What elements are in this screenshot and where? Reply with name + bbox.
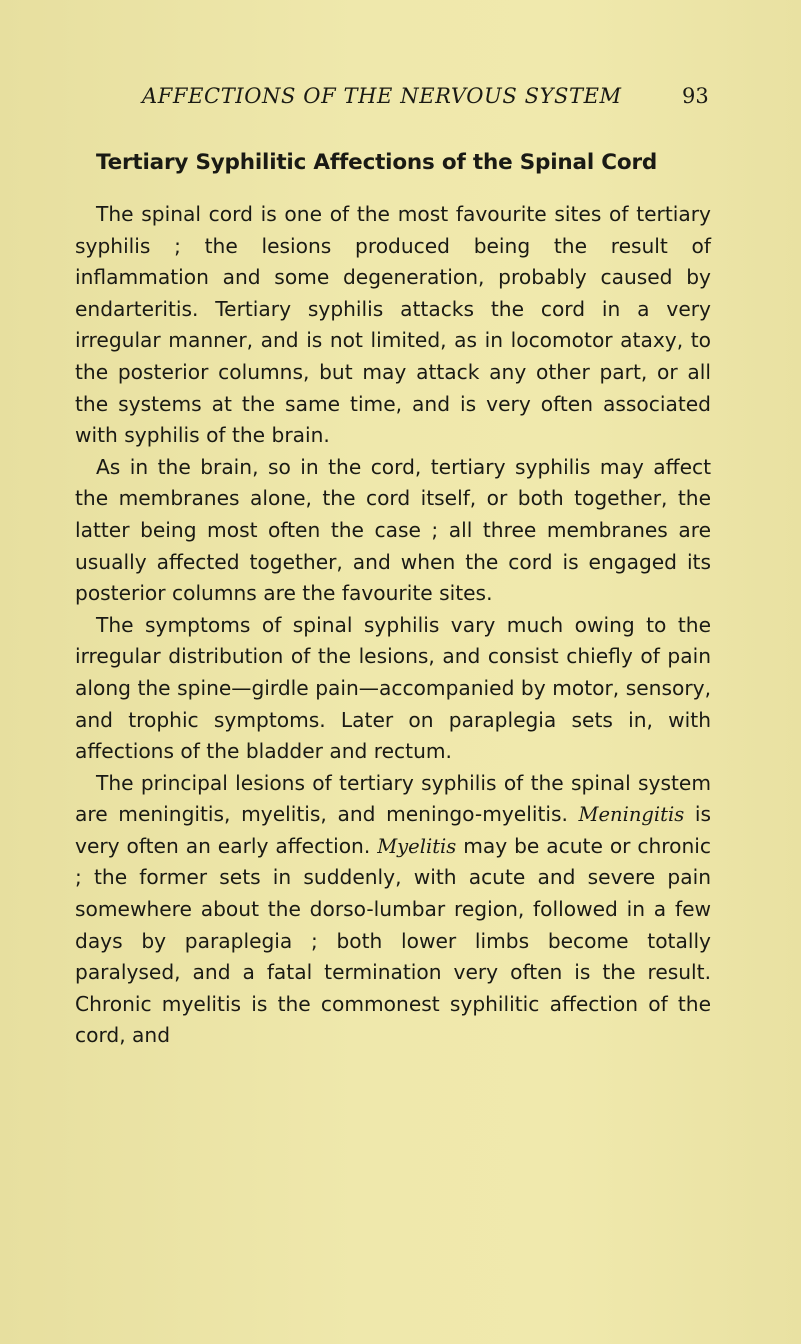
paragraph-3: The symptoms of spinal syphilis vary much owing to the irregular distribution of the lesions, and consist chiefly of pain along the spine—girdle pain—accompanied by motor, sensory, and trophic symptoms. Later on paraplegia sets in, with affections of the bladder and rectum.: [75, 612, 711, 764]
page-number: 93: [682, 84, 709, 108]
paragraph-4-mid: is very often an early affection.: [75, 802, 711, 858]
paragraph-1: The spinal cord is one of the most favourite sites of tertiary syphilis ; the lesions produced being the result of inflammation and some degeneration, probably caused by endarteritis. Tertiary syphilis attacks the cord in a very irregular manner, and is not limited, as in locomotor ataxy, to the posterior columns, but may attack any other part, or all the systems at the same time, and is very often associated with syphilis of the brain.: [75, 202, 711, 448]
term-myelitis: Myelitis: [377, 834, 457, 858]
paragraph-4: [75, 768, 711, 1052]
body-text: [75, 199, 711, 1052]
section-title: Tertiary Syphilitic Affections of the Spinal Cord: [96, 150, 658, 175]
paragraph-4-rest: may be acute or chronic ; the former sets in suddenly, with acute and severe pain somewhere about the dorso-lumbar region, followed in a few days by paraplegia ; both lower limbs become totally paralysed, and a fatal termination very often is the result. Chronic myelitis is the commonest syphilitic affection of the cord, and: [75, 833, 711, 1048]
running-head: AFFECTIONS OF THE NERVOUS SYSTEM: [142, 84, 622, 108]
paragraph-2: As in the brain, so in the cord, tertiary syphilis may affect the membranes alone, the cord itself, or both together, the latter being most often the case ; all three membranes are usually affected together, and when the cord is engaged its posterior columns are the favourite sites.: [75, 454, 711, 606]
paragraph-4-intro: The principal lesions of tertiary syphilis of the spinal system are meningitis, myelitis, and meningo-myelitis.: [75, 770, 711, 827]
term-meningitis: Meningitis: [578, 803, 685, 827]
